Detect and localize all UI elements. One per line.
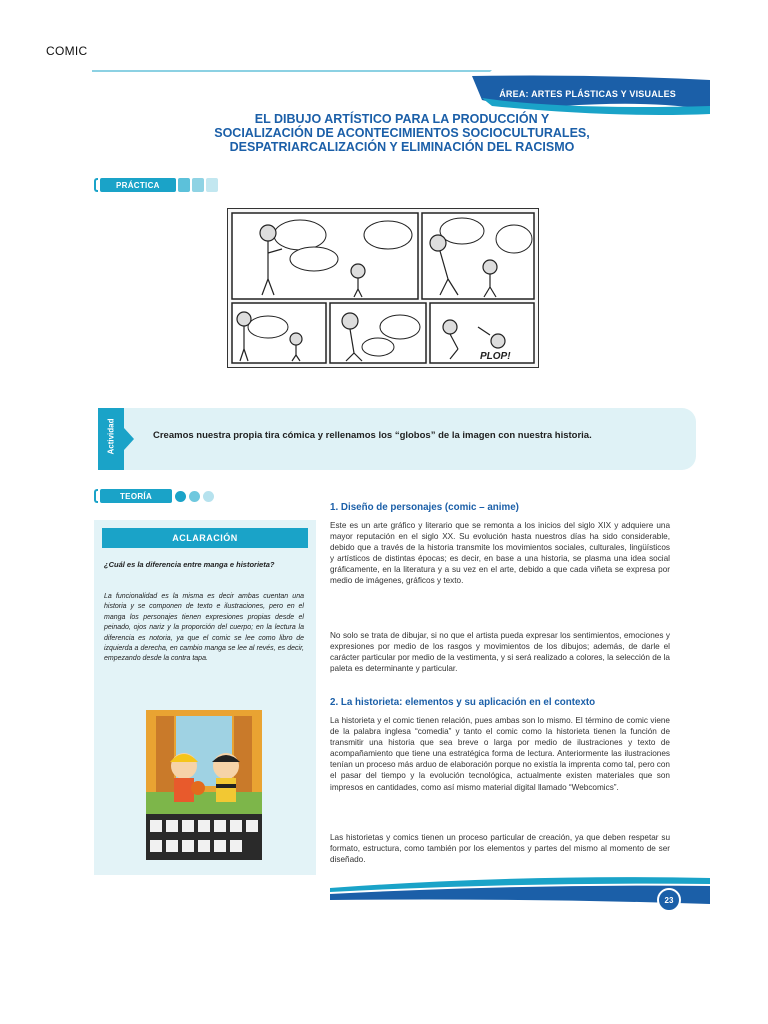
title-line-1: EL DIBUJO ARTÍSTICO PARA LA PRODUCCIÓN Y [254,112,550,126]
activity-arrow-icon [124,428,134,450]
tag-dot [203,491,214,502]
aclaracion-question: ¿Cuál es la diferencia entre manga e historieta? [104,560,275,569]
activity-instruction: Creamos nuestra propia tira cómica y rellenamos los “globos” de la imagen con nuestra historia. [153,430,592,441]
aclaracion-header: ACLARACIÓN [102,528,308,548]
tag-dot [175,491,186,502]
section-1 [330,502,670,513]
document-label: COMIC [46,44,88,58]
section-2-paragraph-2: Las historietas y comics tienen un proceso particular de creación, ya que deben respetar su formato, estructura, como también por los elementos y partes del mismo al momento de ser diseñado. [330,833,670,865]
teoria-label: TEORÍA [100,489,172,503]
section-1-paragraph-2: No solo se trata de dibujar, si no que el artista pueda expresar los sentimientos, emociones y expresiones por medio de los rasgos y movimientos de los dibujos; además, de darle el carácter particular por medio de la vestimenta, y si será realizado a colores, la selección de la paleta es determinante y particular. [330,631,670,674]
section-1-paragraph-1: Este es un arte gráfico y literario que se remonta a los inicios del siglo XIX y adquiere una mayor reputación en el siglo XX. Su evolución hasta nuestros días ha sido considerable, debido que a través de la historia transmite los movimientos sociales, culturales, lingüísticos y artísticos de distintas épocas; es decir, en base a una historia, se plasma una idea social gráficamente, en la literatura y a su vez en el arte, debido a que cada viñeta se expresa por medio de imágenes, gráficos y texto. [330,521,670,586]
teoria-tag [94,489,214,503]
activity-side [98,408,124,470]
comic-strip-image [227,208,539,368]
tag-dot [189,491,200,502]
section-2-paragraph-1: La historieta y el comic tienen relación, pues ambas son lo mismo. El término de comic viene de la palabra inglesa “comedia” y tanto el comic como la historieta tienen la función de transmitir una historia que sea breve o larga por medio de ilustraciones y texto de acompañamiento que tiene una estratégica forma de lectura. Anteriormente las ilustraciones tenían un proceso más arduo de elaboración porque no existía la imprenta como tal, pero con el pasar del tiempo y la evolución tecnológica, actualmente existen materiales que son impresos en cantidades, como así mismo material digital llamado “Webcomics”. [330,716,670,792]
title-line-2: SOCIALIZACIÓN DE ACONTECIMIENTOS SOCIOCULTURALES, [214,126,590,140]
aclaracion-answer: La funcionalidad es la misma es decir ambas cuentan una historia y se componen de texto e ilustraciones, pero en el manga los personajes tienen expresiones propias desde el peinado, ojos nariz y la proporción del cuerpo; en la lectura la diferencia es notoria, ya que el comic se lee como libro de izquierda a derecha, en cambio manga se lee al revés, es decir, empezando desde la contra tapa. [104,593,304,663]
area-label: ÁREA: ARTES PLÁSTICAS Y VISUALES [499,89,676,99]
section-2 [330,697,670,708]
activity-side-label: Actividad [106,418,116,455]
tag-bracket [94,489,98,503]
footer-band [92,870,710,915]
children-reading-illustration [146,710,262,860]
tag-square [206,178,218,192]
section-2-heading: 2. La historieta: elementos y su aplicación en el contexto [330,697,596,708]
page-title [152,112,652,154]
comic-sound-effect: PLOP! [480,351,511,362]
tag-square [178,178,190,192]
tag-bracket [94,178,98,192]
activity-box [98,408,696,470]
scanned-page [92,70,710,915]
practica-tag [94,178,218,192]
section-1-heading: 1. Diseño de personajes (comic – anime) [330,502,519,513]
practica-label: PRÁCTICA [100,178,176,192]
title-line-3: DESPATRIARCALIZACIÓN Y ELIMINACIÓN DEL RACISMO [229,140,575,154]
aclaracion-sidebar [94,520,316,875]
tag-square [192,178,204,192]
page-number: 23 [657,888,681,912]
